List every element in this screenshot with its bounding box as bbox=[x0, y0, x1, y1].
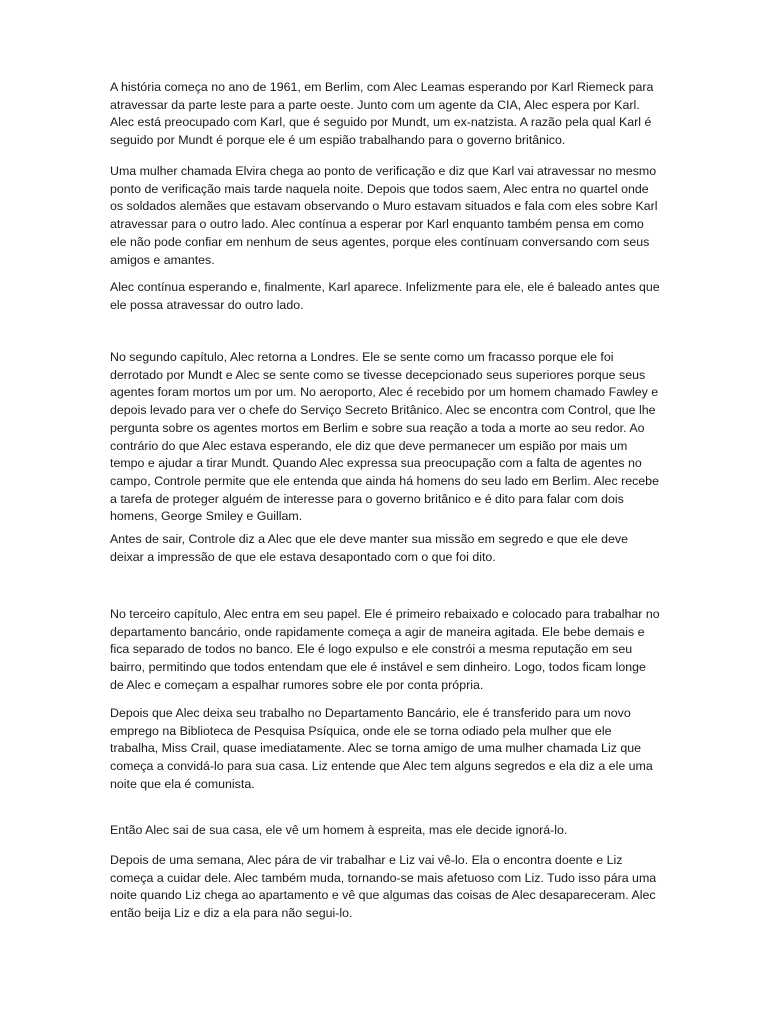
paragraph: Antes de sair, Controle diz a Alec que ele deve manter sua missão em segredo e que ele deve deixar a impressão de que ele estava desapontado com o que foi dito. bbox=[110, 532, 628, 564]
paragraph: No segundo capítulo, Alec retorna a Londres. Ele se sente como um fracasso porque ele foi derrotado por Mundt e Alec se sente como se tivesse decepcionado seus superiores porque seus agentes foram mortos um por um. No aeroporto, Alec é recebido por um homem chamado Fawley e depois levado para ver o chefe do Serviço Secreto Britânico. Alec se encontra com Control, que lhe pergunta sobre os agentes mortos em Berlim e sobre sua reação a toda a morte ao seu redor. Ao contrário do que Alec estava esperando, ele diz que deve permanecer um espião por mais um tempo e ajudar a tirar Mundt. Quando Alec expressa sua preocupação com a falta de agentes no campo, Controle permite que ele entenda que ainda há homens do seu lado em Berlim. Alec recebe a tarefa de proteger alguém de interesse para o governo britânico e é dito para falar com dois homens, George Smiley e Guillam. bbox=[110, 350, 659, 524]
paragraph: Alec contínua esperando e, finalmente, Karl aparece. Infelizmente para ele, ele é baleado antes que ele possa atravessar do outro lado. bbox=[110, 280, 660, 312]
paragraph: A história começa no ano de 1961, em Berlim, com Alec Leamas esperando por Karl Riemeck para atravessar da parte leste para a parte oeste. Junto com um agente da CIA, Alec espera por Karl. Alec está preocupado com Karl, que é seguido por Mundt, um ex-natzista. A razão pela qual Karl é seguido por Mundt é porque ele é um espião trabalhando para o governo britânico. bbox=[110, 80, 654, 148]
paragraph: Uma mulher chamada Elvira chega ao ponto de verificação e diz que Karl vai atravessar no mesmo ponto de verificação mais tarde naquela noite. Depois que todos saem, Alec entra no quartel onde os soldados alemães que estavam observando o Muro estavam situados e fala com eles sobre Karl atravessar para o outro lado. Alec contínua a esperar por Karl enquanto também pensa em como ele não pode confiar em nenhum de seus agentes, porque eles contínuam conversando com seus amigos e amantes. bbox=[110, 164, 658, 267]
paragraph: Depois de uma semana, Alec pára de vir trabalhar e Liz vai vê-lo. Ela o encontra doente e Liz começa a cuidar dele. Alec também muda, tornando-se mais afetuoso com Liz. Tudo isso pára uma noite quando Liz chega ao apartamento e vê que algumas das coisas de Alec desapareceram. Alec então beija Liz e diz a ela para não segui-lo. bbox=[110, 853, 657, 921]
paragraph: Depois que Alec deixa seu trabalho no Departamento Bancário, ele é transferido para um novo emprego na Biblioteca de Pesquisa Psíquica, onde ele se torna odiado pela mulher que ele trabalha, Miss Crail, quase imediatamente. Alec se torna amigo de uma mulher chamada Liz que começa a convidá-lo para sua casa. Liz entende que Alec tem alguns segredos e ela diz a ele uma noite que ela é comunista. bbox=[110, 706, 653, 791]
paragraph: Então Alec sai de sua casa, ele vê um homem à espreita, mas ele decide ignorá-lo. bbox=[110, 823, 568, 837]
paragraph: No terceiro capítulo, Alec entra em seu papel. Ele é primeiro rebaixado e colocado para trabalhar no departamento bancário, onde rapidamente começa a agir de maneira agitada. Ele bebe demais e fica separado de todos no banco. Ele é logo expulso e ele constrói a mesma reputação em seu bairro, permitindo que todos entendam que ele é instável e sem dinheiro. Logo, todos ficam longe de Alec e começam a espalhar rumores sobre ele por conta própria. bbox=[110, 607, 660, 692]
